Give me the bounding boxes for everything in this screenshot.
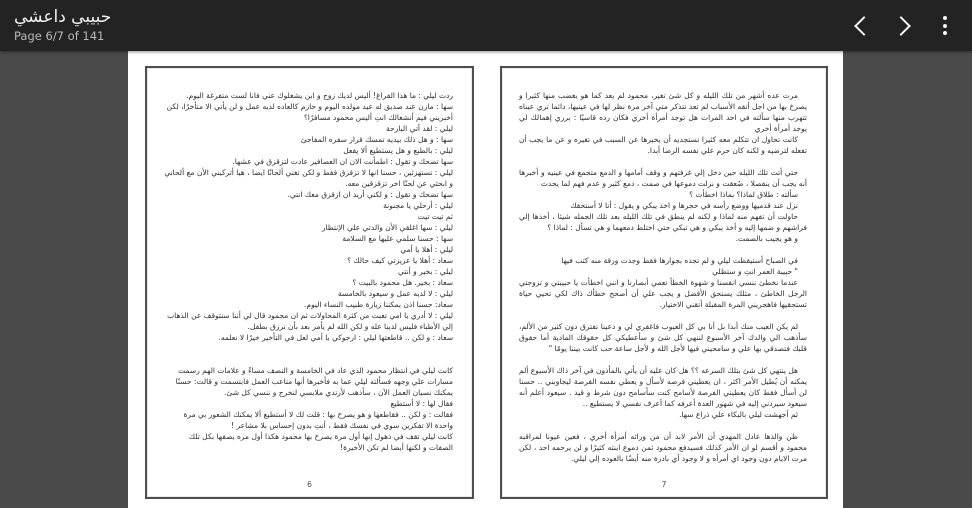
- text-line: سها تضحك و تقول : اطمأنت الان ان العصافير عادت لتزقزق في عشها.: [232, 157, 453, 166]
- text-line: ليلي : لا أدري يا امي تعبت من كثرة المحاولات ثم ان محمود قال لي أننا سنتوقف عن الذهاب إلي الأطباء فليس لدينا عله و لكن الله لم يأمر بعد بأن نرزق بطفل.: [167, 311, 453, 331]
- reader-viewer: [0, 51, 972, 508]
- text-line: سها : و هل ذلك بيديه تمسك قرار سفره المفاجئ: [300, 135, 453, 144]
- text-line: ليلي : أرحلي يا مجنونة: [383, 201, 453, 210]
- text-line: حتي أتت تلك الليله حين دخل إلي غرفتهم و وقف أمامها و الدمع متجمع في عينيه و أخبرها أنه يجب أن ينفصلا ، صُعقت و نزلت دموعها في صمت ، دمع كثير و عدم فهم لما يحدث: [519, 168, 807, 188]
- text-line: هل ينتهي كل شئ بتلك السرعه ؟؟ هل كان عليه أن يأتي بالمأذون في آخر ذاك الأسبوع ألم يمكنه أن يُطيل الأمر اكثر ، ان يعطيني فرصه لأسأل و يعطي نفسه الفرصة ليجاوبني .. حسنا لن أسأل فقط كان يعطيني الفرصة لأسامح كنت سأسامح دون شرط و قيد . سيعود أعلم أنه سيعود سيردني إليه في شهور العدة أعرفه كما أعرف نفسي لا يستطيع ..: [519, 366, 807, 408]
- chevron-left-icon: [854, 16, 874, 36]
- text-line: [519, 354, 807, 365]
- text-line: مرت عده أشهر من تلك الليله و كل شئ تغير، محمود لم يعد كما هو يغضب منها كثيرا و يصرخ بها من اجل أتفه الأسباب لم تعد تتذكر متي آخر مرة نظر لها في عينيها، دائما تري عيناه تتهرب منها سألته في احد المرات هل توجد أمرأة أخري فكان رده قاسيًا : برري إهمالك لي يوجد أمرأة أخري: [519, 91, 807, 133]
- toolbar-actions: [840, 4, 972, 48]
- book-title: حبيبي داعشي: [14, 7, 112, 28]
- page-7-text: [502, 68, 826, 464]
- text-line: سها : مازن عند صديق له عيد مولده اليوم و حازم كالعاده لديه عمل و لن يأتي الا متأخرًا، لكن أخبريني فيم أنشغالك انتِ أليس محمود مسافرًا؟: [166, 102, 453, 122]
- text-line: ليلي : بخير و أنتي: [398, 267, 453, 276]
- text-line: عندما نخطئ ننسي انفسنا و شهوة الخطأ تعمي أبصارنا و انني اخطأت يا حبيبتي و تزوجتي الرجل الخاطئ ، مثلك يستحق الأفضل و يجب علي أن أصحح خطأك ذاك لكي تحيي حياة تستحقيها فاهجريني المرة المقبلة أتقني الاختيار.: [519, 278, 807, 309]
- text-line: سعاد: حسنا اذن يمكننا زيارة طبيب النساء اليوم.: [303, 300, 453, 309]
- text-line: لم يكن العيب منك أبدا بل أنا بي كل العيوب فاغفري لي و دعينا نفترق دون كثير من الألم، سأذهب الي والدك آخر الأسبوع لننهي كل شئ و سأعطيكي كل حقوقك المادية أما حقوق قلبك فتصدقي بها علي و سامحيني فيها لأجل الله و لأجل ساعة حب كانت بيننا يومًا ": [519, 322, 807, 353]
- previous-page-button[interactable]: [840, 4, 882, 48]
- page-6-number: 6: [307, 480, 312, 489]
- text-line: حاولت أن تفهم منه لماذا و لكنه لم ينطق في تلك الليله بعد تلك الجمله شيئا ، أخذها إلي فراشهم و ضمها إليه و أخذ يبكي و هي تبكي حتي اختلط دمعهما و هي تسأل : لماذا ؟: [519, 212, 807, 232]
- text-line: [519, 420, 807, 431]
- page-spread[interactable]: [128, 51, 843, 508]
- text-line: نزل عند قدميها ووضع رأسه في حجرها و اخذ يبكي و يقول : أنا لا أستحقك: [570, 201, 798, 210]
- text-line: سها تضحك و تقول : و لكني أريد ان ازقزق معك انتي.: [287, 190, 453, 199]
- text-line: و هو يجيب بالصمت.: [735, 234, 798, 243]
- text-line: سعاد : و لكن .. قاطعتها ليلي : ارجوكي يا أمي لعل في التأخير خيرًا لا نعلمه.: [218, 333, 453, 342]
- text-line: ظن والدها عادل المهدي أن الأمر لابد أن من ورائه أمرأة أخري ، فعين عيونا لمراقبه محمود و أقسم لو ان الأمر كذلك فسيدفع محمود ثمن دموع ابنته كثيرًا و لن يرحمه احد ، لكن مرت الايام دون وجود اي أمرأه و لا وجود أي بادرة منه أيضًا بالعوده إلي ليلي.: [519, 432, 807, 463]
- title-block: [0, 8, 111, 43]
- text-line: ليلي : لا لديه عمل و سيعود بالخامسة: [337, 289, 453, 298]
- text-line: في الصباح أستيقظت ليلي و لم تجده بجوارها فقط وجدت ورقة منه كتب فيها: [561, 256, 798, 265]
- text-line: فقالت : و لكن .. فقاطعها و هو يصرخ بها : قلت لك لا أستطيع ألا يمكنك الشعور بي مرة واحدة الا تفكرين سوي في نفسك فقط ، أنتِ بدون إحساس بلا مشاعر !: [183, 410, 453, 430]
- text-line: [519, 156, 807, 167]
- text-line: فقال لها : لا أستطيع: [390, 399, 453, 408]
- text-line: ليلي : تستهزئين ، حسنا انها لا تزقزق فقط و لكن تغني ألحانًا ايضا ، هيا أتركيني الأن مع ألحاني و ابحثي عن لحنًا اخر تزقزقين معه.: [164, 168, 453, 188]
- book-page-7[interactable]: [500, 66, 828, 499]
- text-line: [164, 354, 453, 365]
- text-line: " حبيبة العمر انتِ و ستظلي: [712, 267, 798, 276]
- text-line: ليلي : بالطبع و هل يستطيع ألا يفعل: [343, 146, 453, 155]
- text-line: ثم تيت تيت: [417, 212, 453, 221]
- text-line: سألته : طلاق لماذا؟ بماذا اخطأت ؟: [689, 190, 798, 199]
- text-line: ليلي : لقد أتي البارحة: [386, 124, 453, 133]
- text-line: ردت ليلي : ما هذا الفراغ! أليس لديك زوج و ابن يشغلوك عني فانا لست متفرغة اليوم.: [186, 91, 453, 100]
- text-line: كانت تحاول ان تتكلم معه كثيرا تستجديه أن يخبرها عن السبب في تغيره و عن ما يجب أن تفعله لترضيه و لكنه كان حرم علي نفسه الرضا أبدا.: [519, 135, 807, 155]
- text-line: ليلي : سها اغلقي الأن والدتي علي الإنتظار: [321, 223, 453, 232]
- page-7-number: 7: [661, 480, 667, 489]
- text-line: سعاد : بخير. هل محمود بالبيت ؟: [352, 278, 453, 287]
- text-line: سها : حسنا سلمي عليها مع السلامة: [342, 234, 453, 243]
- text-line: كانت ليلي تقف في ذهول إنها أول مرة يصرخ بها محمود هكذا أول مره يصفها بكل تلك الصفات و لكنها أيضا لم تكن الأخيرة!: [188, 432, 453, 452]
- text-line: [164, 343, 453, 354]
- text-line: سعاد : أهلا يا عزيزتي كيف حالك ؟: [347, 256, 453, 265]
- text-line: [519, 244, 807, 255]
- overflow-menu-button[interactable]: [924, 4, 966, 48]
- text-line: [519, 310, 807, 321]
- text-line: ثم أجهشت ليلي بالبكاء علي ذراع سها.: [679, 410, 798, 419]
- kebab-menu-icon: [943, 16, 947, 35]
- page-indicator: Page 6/7 of 141: [14, 28, 105, 43]
- chevron-right-icon: [891, 16, 911, 36]
- app-bar: [0, 0, 972, 51]
- text-line: ليلي : أهلا يا أمي: [400, 245, 453, 254]
- book-page-6[interactable]: [145, 66, 474, 499]
- text-line: كانت ليلي في انتظار محمود الذي عاد في الخامسة و النصف مساءً و علامات الهم رسمت مسارات علي وجهه فسألته ليلي عما به فأخبرها أنها متاعب العمل فابتسمت و قالت: حسنًا يمكنك نسيان العمل الآن ، سأذهب لأرتدي ملابسي لنخرج و ننسي كل شئ.: [175, 366, 453, 397]
- page-6-text: [147, 68, 472, 453]
- next-page-button[interactable]: [882, 4, 924, 48]
